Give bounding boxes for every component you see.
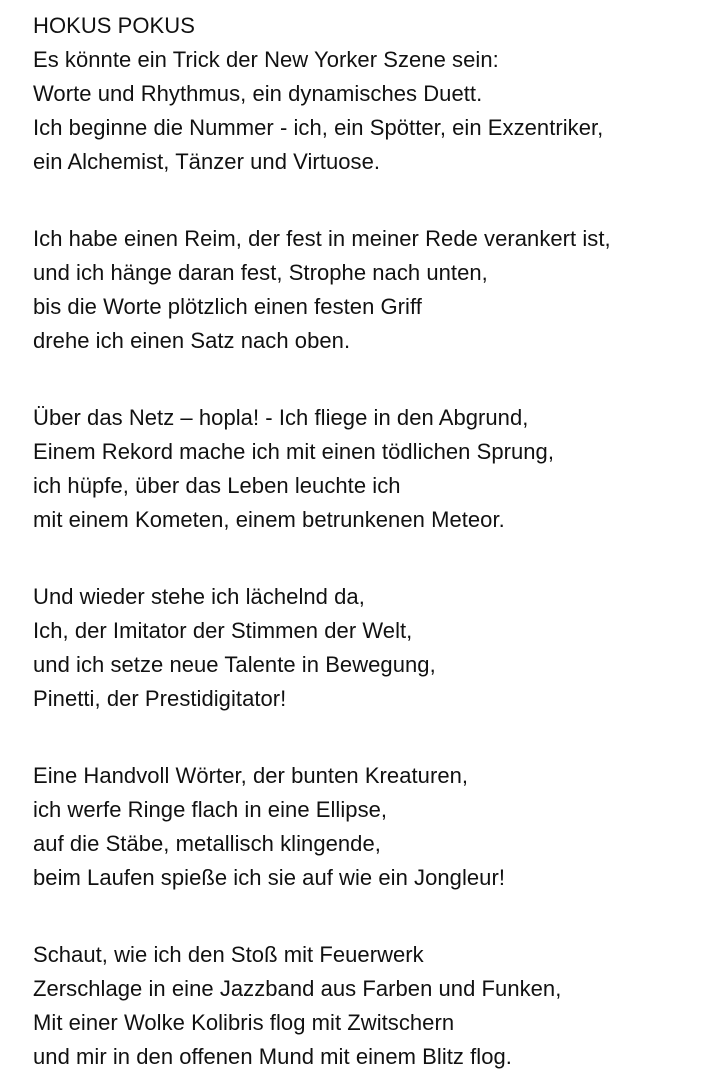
stanza-3 — [33, 401, 703, 537]
poem-line: Ich habe einen Reim, der fest in meiner Rede verankert ist, — [33, 226, 611, 251]
poem-line: auf die Stäbe, metallisch klingende, — [33, 831, 381, 856]
stanza-5 — [33, 759, 703, 895]
poem-line: Zerschlage in eine Jazzband aus Farben und Funken, — [33, 976, 562, 1001]
stanza-1 — [33, 9, 703, 179]
poem-line: Es könnte ein Trick der New Yorker Szene sein: — [33, 47, 499, 72]
poem-line: ich hüpfe, über das Leben leuchte ich — [33, 473, 401, 498]
stanza-6 — [33, 938, 703, 1074]
poem-line: Über das Netz – hopla! - Ich fliege in den Abgrund, — [33, 405, 529, 430]
poem-text — [33, 9, 703, 1074]
poem-line: und ich hänge daran fest, Strophe nach unten, — [33, 260, 488, 285]
stanza-2 — [33, 222, 703, 358]
poem-line: Pinetti, der Prestidigitator! — [33, 686, 287, 711]
poem-line: und mir in den offenen Mund mit einem Blitz flog. — [33, 1044, 512, 1069]
poem-line: mit einem Kometen, einem betrunkenen Meteor. — [33, 507, 505, 532]
poem-line: Schaut, wie ich den Stoß mit Feuerwerk — [33, 942, 424, 967]
poem-line: Eine Handvoll Wörter, der bunten Kreaturen, — [33, 763, 469, 788]
poem-line: Ich, der Imitator der Stimmen der Welt, — [33, 618, 413, 643]
stanza-4 — [33, 580, 703, 716]
poem-line: Einem Rekord mache ich mit einen tödlichen Sprung, — [33, 439, 554, 464]
poem-line: beim Laufen spieße ich sie auf wie ein Jongleur! — [33, 865, 506, 890]
poem-line: ich werfe Ringe flach in eine Ellipse, — [33, 797, 388, 822]
poem-line: ein Alchemist, Tänzer und Virtuose. — [33, 149, 381, 174]
poem-line: drehe ich einen Satz nach oben. — [33, 328, 351, 353]
poem-line: Ich beginne die Nummer - ich, ein Spötter, ein Exzentriker, — [33, 115, 604, 140]
poem-title: HOKUS POKUS — [33, 13, 195, 38]
poem-line: bis die Worte plötzlich einen festen Griff — [33, 294, 422, 319]
poem-line: Worte und Rhythmus, ein dynamisches Duett. — [33, 81, 483, 106]
poem-line: Mit einer Wolke Kolibris flog mit Zwitschern — [33, 1010, 455, 1035]
poem-line: und ich setze neue Talente in Bewegung, — [33, 652, 436, 677]
poem-line: Und wieder stehe ich lächelnd da, — [33, 584, 365, 609]
